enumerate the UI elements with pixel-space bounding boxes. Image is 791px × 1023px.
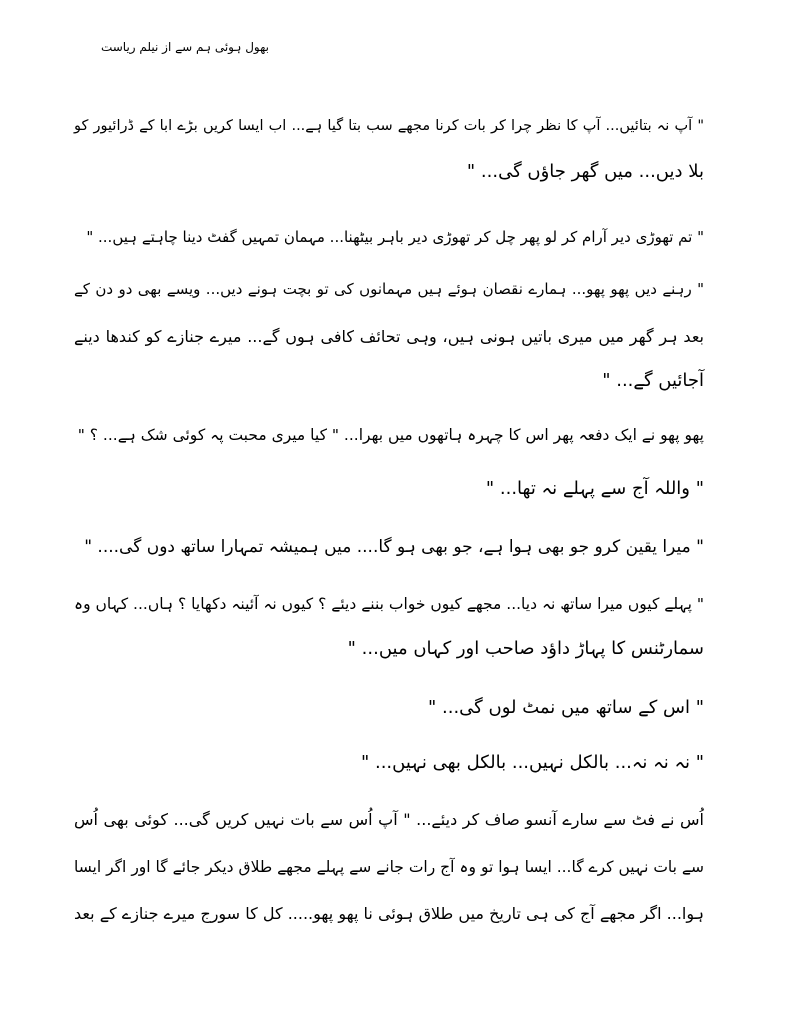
- text-line: " نہ نہ نہ... بالکل نہیں... بالکل بھی نہیں... ": [360, 752, 704, 773]
- text-line: سے بات نہیں کرے گا... ایسا ہوا تو وہ آج رات جانے سے پہلے مجھے طلاق دیکر جائے گا اور اگر ایسا: [74, 858, 704, 876]
- text-line: بلا دیں... میں گھر جاؤں گی... ": [466, 161, 704, 182]
- text-line: ہوا... اگر مجھے آج کی ہی تاریخ میں طلاق ہوئی نا پھو پھو..... کل کا سورج میرے جنازے کے بعد: [74, 904, 704, 923]
- text-line: آجائیں گے... ": [602, 370, 704, 391]
- text-line: " واللہ آج سے پہلے نہ تھا... ": [485, 478, 704, 499]
- page-header: بھول ہوئی ہم سے از نیلم ریاست: [100, 40, 269, 54]
- text-line: " آپ نہ بتائیں... آپ کا نظر چرا کر بات کرنا مجھے سب بتا گیا ہے... اب ایسا کریں بڑے ابا کے ڈرائیور کو: [74, 118, 704, 134]
- text-line: " رہنے دیں پھو پھو... ہمارے نقصان ہوئے ہیں مہمانوں کی تو بچت ہونے دیں... ویسے بھی دو دن کے: [74, 280, 704, 298]
- text-line: اُس نے فٹ سے سارے آنسو صاف کر دیئے... " آپ اُس سے بات نہیں کریں گی... کوئی بھی اُس: [74, 810, 704, 829]
- text-line: " میرا یقین کرو جو بھی ہوا ہے، جو بھی ہو گا.... میں ہمیشہ تمہارا ساتھ دوں گی.... ": [84, 537, 704, 557]
- text-line: " تم تھوڑی دیر آرام کر لو پھر چل کر تھوڑی دیر باہر بیٹھنا... مہمان تمہیں گفٹ دینا چاہتے ہیں... ": [86, 228, 704, 246]
- text-line: پھو پھو نے ایک دفعہ پھر اس کا چہرہ ہاتھوں میں بھرا... " کیا میری محبت پہ کوئی شک ہے... ؟ ": [77, 426, 704, 444]
- text-line: " اس کے ساتھ میں نمٹ لوں گی... ": [428, 697, 704, 718]
- text-line: سمارٹنس کا پہاڑ داؤد صاحب اور کہاں میں... ": [347, 638, 704, 659]
- text-line: بعد ہر گھر میں میری باتیں ہونی ہیں، وہی تحائف کافی ہوں گے... میرے جنازے کو کندھا دینے: [74, 327, 704, 346]
- text-line: " پہلے کیوں میرا ساتھ نہ دیا... مجھے کیوں خواب بننے دیئے ؟ کیوں نہ آئینہ دکھایا ؟ ہاں... کہاں وہ: [74, 595, 704, 613]
